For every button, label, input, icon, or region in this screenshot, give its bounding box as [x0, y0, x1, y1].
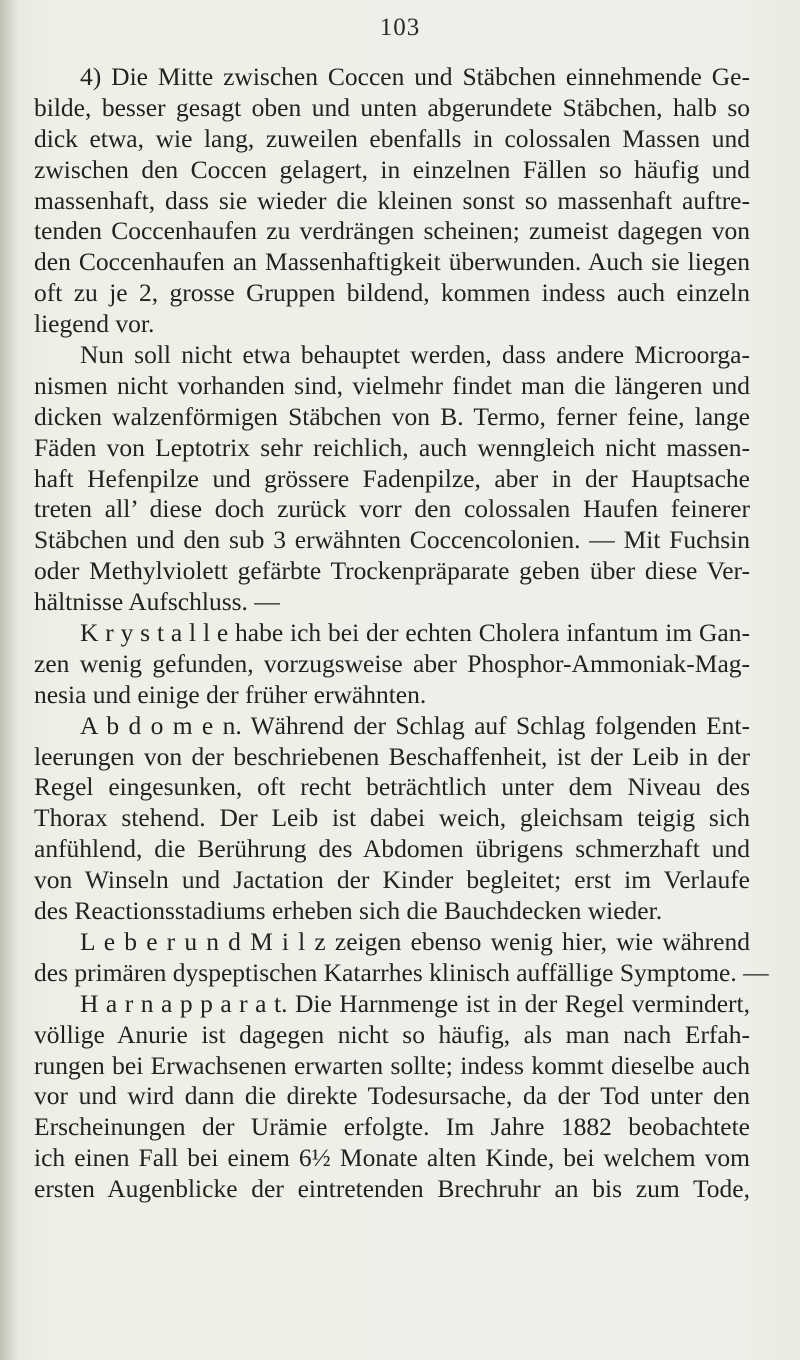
text-line: zen wenig gefunden, vorzugsweise aber Phosphor-Ammoniak-Mag-	[34, 648, 750, 678]
text-line: ersten Augenblicke der eintretenden Brechruhr an bis zum Tode,	[34, 1174, 750, 1204]
page-number: 103	[379, 14, 421, 41]
text-line: leerungen von der beschriebenen Beschaffenheit, ist der Leib in der	[34, 741, 750, 771]
text-line: A b d o m e n. Während der Schlag auf Schlag folgenden Ent-	[80, 710, 750, 740]
text-line: vor und wird dann die direkte Todesursache, da der Tod unter den	[34, 1081, 750, 1111]
text-line: nesia und einige der früher erwähnten.	[34, 679, 427, 709]
text-line: des primären dyspeptischen Katarrhes klinisch auffällige Symptome. —	[34, 957, 769, 987]
text-line: oder Methylviolett gefärbte Trockenpräparate geben über diese Ver-	[34, 556, 750, 586]
text-line: Thorax stehend. Der Leib ist dabei weich, gleichsam teigig sich	[34, 803, 750, 833]
text-line: nismen nicht vorhanden sind, vielmehr findet man die längeren und	[34, 370, 750, 400]
text-line: 4) Die Mitte zwischen Coccen und Stäbchen einnehmende Ge-	[80, 62, 750, 91]
text-line: Nun soll nicht etwa behauptet werden, dass andere Microorga-	[80, 340, 750, 370]
text-line: K r y s t a l l e habe ich bei der echten Cholera infantum im Gan-	[80, 618, 750, 648]
text-line: Erscheinungen der Urämie erfolgte. Im Jahre 1882 beobachtete	[34, 1112, 750, 1142]
binding-shadow	[0, 0, 18, 1360]
text-line: hältnisse Aufschluss. —	[34, 587, 280, 617]
text-line: den Coccenhaufen an Massenhaftigkeit überwunden. Auch sie liegen	[34, 247, 750, 277]
text-line: rungen bei Erwachsenen erwarten sollte; indess kommt dieselbe auch	[34, 1050, 750, 1080]
text-line: völlige Anurie ist dagegen nicht so häufig, als man nach Erfah-	[34, 1019, 750, 1049]
text-line: H a r n a p p a r a t. Die Harnmenge ist in der Regel vermindert,	[80, 988, 750, 1018]
text-line: von Winseln und Jactation der Kinder begleitet; erst im Verlaufe	[34, 865, 750, 895]
text-line: Fäden von Leptotrix sehr reichlich, auch wenngleich nicht massen-	[34, 432, 750, 462]
text-line: tenden Coccenhaufen zu verdrängen scheinen; zumeist dagegen von	[34, 216, 750, 246]
text-line: L e b e r u n d M i l z zeigen ebenso wenig hier, wie während	[80, 926, 750, 956]
text-line: liegend vor.	[34, 309, 155, 339]
body-text	[34, 62, 769, 1205]
text-line: dicken walzenförmigen Stäbchen von B. Termo, ferner feine, lange	[34, 401, 750, 431]
text-line: Stäbchen und den sub 3 erwähnten Coccencolonien. — Mit Fuchsin	[34, 525, 750, 555]
text-line: ich einen Fall bei einem 6½ Monate alten Kinde, bei welchem vom	[34, 1143, 750, 1173]
text-line: anfühlend, die Berührung des Abdomen übrigens schmerzhaft und	[34, 834, 750, 864]
text-line: des Reactionsstadiums erheben sich die Bauchdecken wieder.	[34, 896, 663, 926]
text-line: treten all’ diese doch zurück vorr den colossalen Haufen feinerer	[34, 494, 750, 524]
text-line: massenhaft, dass sie wieder die kleinen sonst so massenhaft auftre-	[34, 185, 750, 215]
text-line: bilde, besser gesagt oben und unten abgerundete Stäbchen, halb so	[34, 92, 750, 122]
text-line: oft zu je 2, grosse Gruppen bildend, kommen indess auch einzeln	[34, 278, 750, 308]
text-line: Regel eingesunken, oft recht beträchtlich unter dem Niveau des	[34, 772, 750, 802]
text-line: haft Hefenpilze und grössere Fadenpilze, aber in der Hauptsache	[34, 463, 750, 493]
text-line: zwischen den Coccen gelagert, in einzelnen Fällen so häufig und	[34, 154, 750, 184]
text-line: dick etwa, wie lang, zuweilen ebenfalls in colossalen Massen und	[34, 123, 750, 153]
